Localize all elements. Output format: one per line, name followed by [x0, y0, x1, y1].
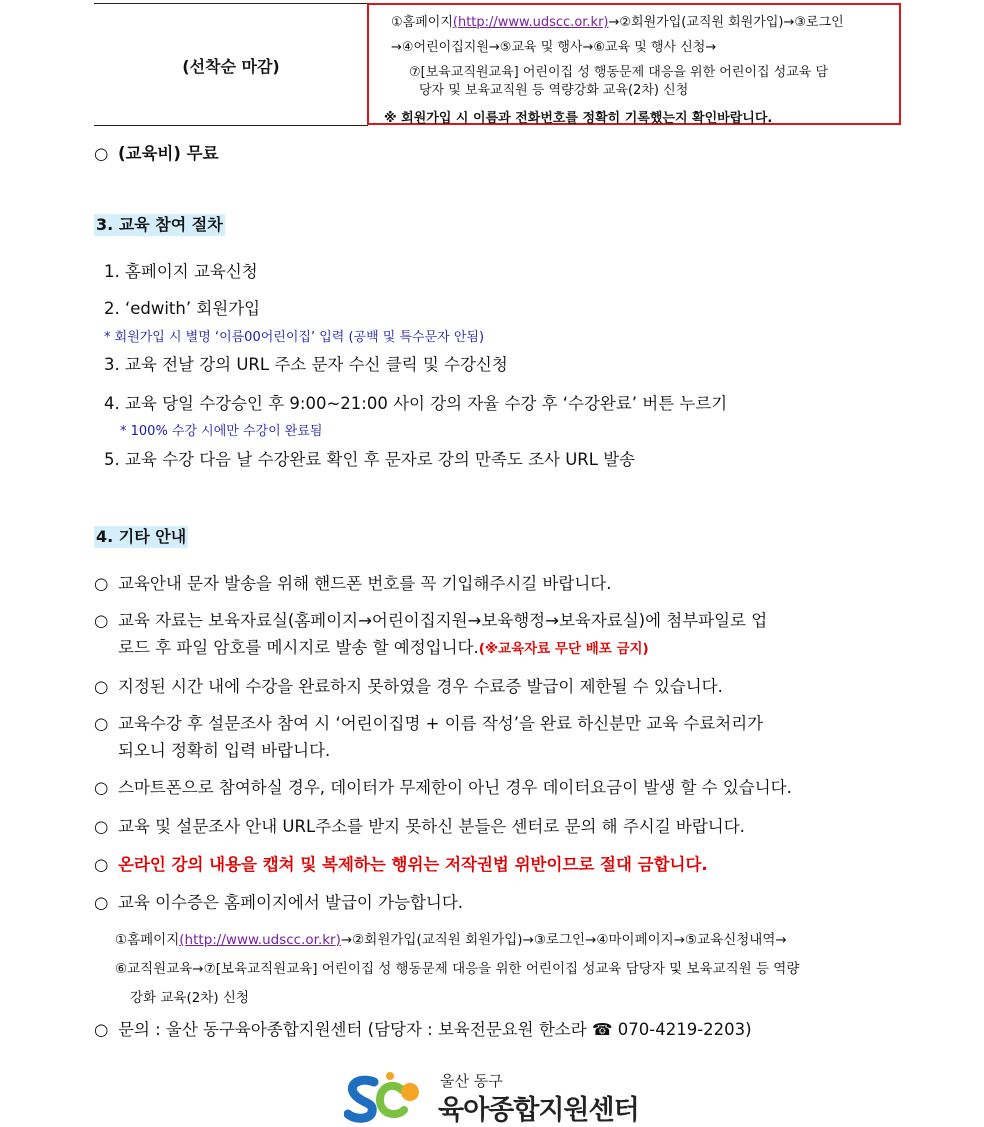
bullet-icon: ○ — [94, 574, 109, 593]
section-3-title: 3. 교육 참여 절차 — [96, 215, 223, 234]
signup-note: * 회원가입 시 별명 ‘이름00어린이집’ 입력 (공백 및 특수문자 안됨) — [104, 330, 485, 345]
registration-steps-box — [367, 3, 901, 125]
homepage-link[interactable]: (http://www.udscc.or.kr) — [179, 932, 341, 948]
registration-warning: ※ 회원가입 시 이름과 전화번호를 정확히 기록했는지 확인바랍니다. — [384, 111, 773, 126]
notice-item-4: ○ 교육수강 후 설문조사 참여 시 ‘어린이집명 + 이름 작성’을 완료 하신분만 교육 수료처리가 — [94, 714, 764, 733]
copyright-warning: 온라인 강의 내용을 캡쳐 및 복제하는 행위는 저작권법 위반이므로 절대 금합니다. — [118, 855, 708, 874]
fee-line: ○ (교육비) 무료 — [94, 144, 219, 163]
phone-icon: ☎ — [591, 1020, 613, 1039]
registration-step-line-2: →④어린이집지원→⑤교육 및 행사→⑥교육 및 행사 신청→ — [391, 40, 717, 55]
procedure-step-1: 1. 홈페이지 교육신청 — [104, 262, 258, 281]
procedure-step-4: 4. 교육 당일 수강승인 후 9:00~21:00 사이 강의 자율 수강 후 ‘수강완료’ 버튼 누르기 — [104, 394, 728, 413]
bullet-icon: ○ — [94, 817, 109, 836]
table-bottom-border — [94, 125, 368, 126]
table-top-border — [94, 3, 368, 4]
logo-center-name: 육아종합지원센터 — [438, 1095, 639, 1126]
logo-mark-icon — [344, 1068, 434, 1124]
bullet-icon: ○ — [94, 893, 109, 912]
notice-item-2: ○ 교육 자료는 보육자료실(홈페이지→어린이집지원→보육행정→보육자료실)에 첨부파일로 업 — [94, 611, 768, 630]
contact-line: ○ 문의 : 울산 동구육아종합지원센터 (담당자 : 보육전문요원 한소라 ☎ 070-4219-2203) — [94, 1020, 752, 1039]
registration-label: (선착순 마감) — [182, 56, 280, 76]
procedure-step-5: 5. 교육 수강 다음 날 수강완료 확인 후 문자로 강의 만족도 조사 URL 발송 — [104, 450, 636, 469]
notice-item-1: ○ 교육안내 문자 발송을 위해 핸드폰 번호를 꼭 기입해주시길 바랍니다. — [94, 574, 612, 593]
registration-step-line-3: ⑦[보육교직원교육] 어린이집 성 행동문제 대응을 위한 어린이집 성교육 담 — [409, 65, 829, 80]
certificate-steps-line-1: ①홈페이지(http://www.udscc.or.kr)→②회원가입(교직원 회원가입)→③로그인→④마이페이지→⑤교육신청내역→ — [115, 932, 787, 948]
homepage-link[interactable]: (http://www.udscc.or.kr) — [452, 15, 609, 30]
bullet-icon: ○ — [94, 144, 109, 163]
bullet-icon: ○ — [94, 778, 109, 797]
notice-item-3: ○ 지정된 시간 내에 수강을 완료하지 못하였을 경우 수료증 발급이 제한될 수 있습니다. — [94, 677, 723, 696]
notice-item-8: ○ 교육 이수증은 홈페이지에서 발급이 가능합니다. — [94, 893, 464, 912]
registration-step-line-1: ①홈페이지(http://www.udscc.or.kr)→②회원가입(교직원 회원가입)→③로그인 — [391, 15, 844, 30]
notice-item-6: ○ 교육 및 설문조사 안내 URL주소를 받지 못하신 분들은 센터로 문의 해 주시길 바랍니다. — [94, 817, 745, 836]
bullet-icon: ○ — [94, 855, 109, 874]
bullet-icon: ○ — [94, 611, 109, 630]
certificate-steps-line-3: 강화 교육(2차) 신청 — [130, 990, 249, 1006]
completion-note: * 100% 수강 시에만 수강이 완료됨 — [120, 424, 323, 439]
bullet-icon: ○ — [94, 677, 109, 696]
procedure-step-3: 3. 교육 전날 강의 URL 주소 문자 수신 클릭 및 수강신청 — [104, 355, 508, 374]
distribution-warning: (※교육자료 무단 배포 금지) — [478, 641, 649, 657]
contact-phone: 070-4219-2203) — [617, 1020, 752, 1039]
notice-item-4-cont: 되오니 정확히 입력 바랍니다. — [118, 741, 331, 760]
notice-item-2-cont: 로드 후 파일 암호를 메시지로 발송 할 예정입니다.(※교육자료 무단 배포 금지) — [118, 638, 649, 657]
certificate-steps-line-2: ⑥교직원교육→⑦[보육교직원교육] 어린이집 성 행동문제 대응을 위한 어린이집 성교육 담당자 및 보육교직원 등 역량 — [115, 961, 800, 977]
center-logo — [344, 1068, 654, 1124]
section-4-title: 4. 기타 안내 — [96, 527, 187, 546]
logo-region-text: 울산 동구 — [440, 1072, 503, 1090]
notice-item-7 — [94, 851, 708, 875]
registration-step-line-4: 당자 및 보육교직원 등 역량강화 교육(2차) 신청 — [419, 83, 689, 98]
notice-item-5: ○ 스마트폰으로 참여하실 경우, 데이터가 무제한이 아닌 경우 데이터요금이 발생 할 수 있습니다. — [94, 778, 792, 797]
procedure-step-2: 2. ‘edwith’ 회원가입 — [104, 299, 261, 318]
bullet-icon: ○ — [94, 1020, 109, 1039]
bullet-icon: ○ — [94, 714, 109, 733]
